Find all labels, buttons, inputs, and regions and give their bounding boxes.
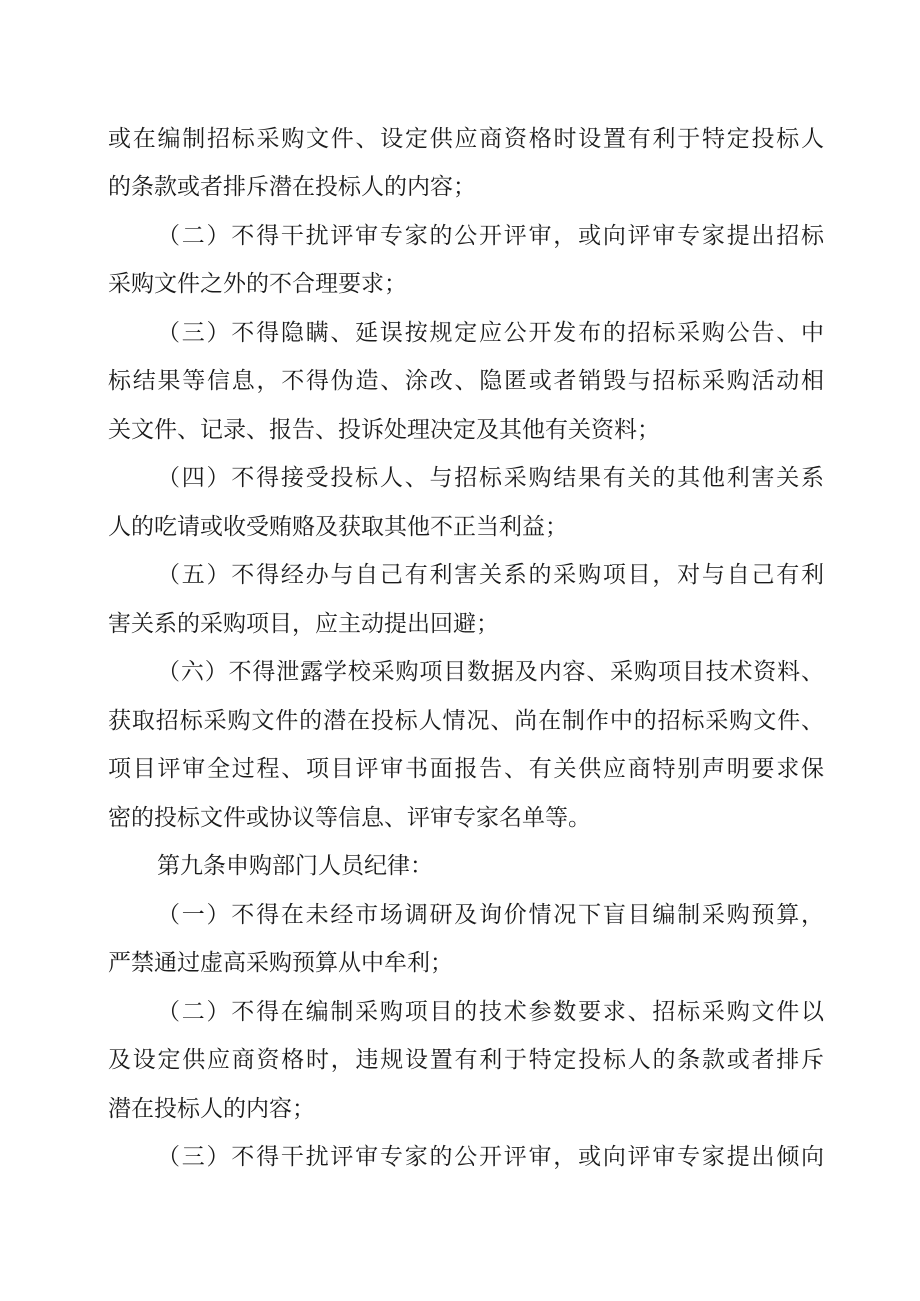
text-line: 采购文件之外的不合理要求； [108,271,407,297]
text-line: 的条款或者排斥潜在投标人的内容； [108,174,476,200]
text-line: （四）不得接受投标人、与招标采购结果有关的其他利害关系 [157,465,824,491]
text-line: 害关系的采购项目，应主动提出回避； [108,611,499,637]
text-line: （五）不得经办与自己有利害关系的采购项目，对与自己有利 [157,562,824,588]
text-line: 密的投标文件或协议等信息、评审专家名单等。 [108,805,591,831]
text-line: 潜在投标人的内容； [108,1096,315,1122]
text-line: （二）不得在编制采购项目的技术参数要求、招标采购文件以 [157,999,824,1025]
text-line: 项目评审全过程、项目评审书面报告、有关供应商特别声明要求保 [108,756,824,782]
text-line: （三）不得隐瞒、延误按规定应公开发布的招标采购公告、中 [157,320,824,346]
text-line: （二）不得干扰评审专家的公开评审，或向评审专家提出招标 [157,223,824,249]
text-line: （一）不得在未经市场调研及询价情况下盲目编制采购预算， [157,902,824,928]
article-heading: 第九条申购部门人员纪律： [157,853,433,879]
text-line: 人的吃请或收受贿赂及获取其他不正当利益； [108,514,568,540]
text-line: （六）不得泄露学校采购项目数据及内容、采购项目技术资料、 [157,659,824,685]
text-line: 关文件、记录、报告、投诉处理决定及其他有关资料； [108,417,660,443]
text-line: 标结果等信息，不得伪造、涂改、隐匿或者销毁与招标采购活动相 [108,368,824,394]
text-line: 获取招标采购文件的潜在投标人情况、尚在制作中的招标采购文件、 [108,708,824,734]
text-line: 及设定供应商资格时，违规设置有利于特定投标人的条款或者排斥 [108,1047,824,1073]
text-line: 严禁通过虚高采购预算从中牟利； [108,950,453,976]
text-line: （三）不得干扰评审专家的公开评审，或向评审专家提出倾向 [157,1144,824,1170]
text-line: 或在编制招标采购文件、设定供应商资格时设置有利于特定投标人 [108,126,824,152]
